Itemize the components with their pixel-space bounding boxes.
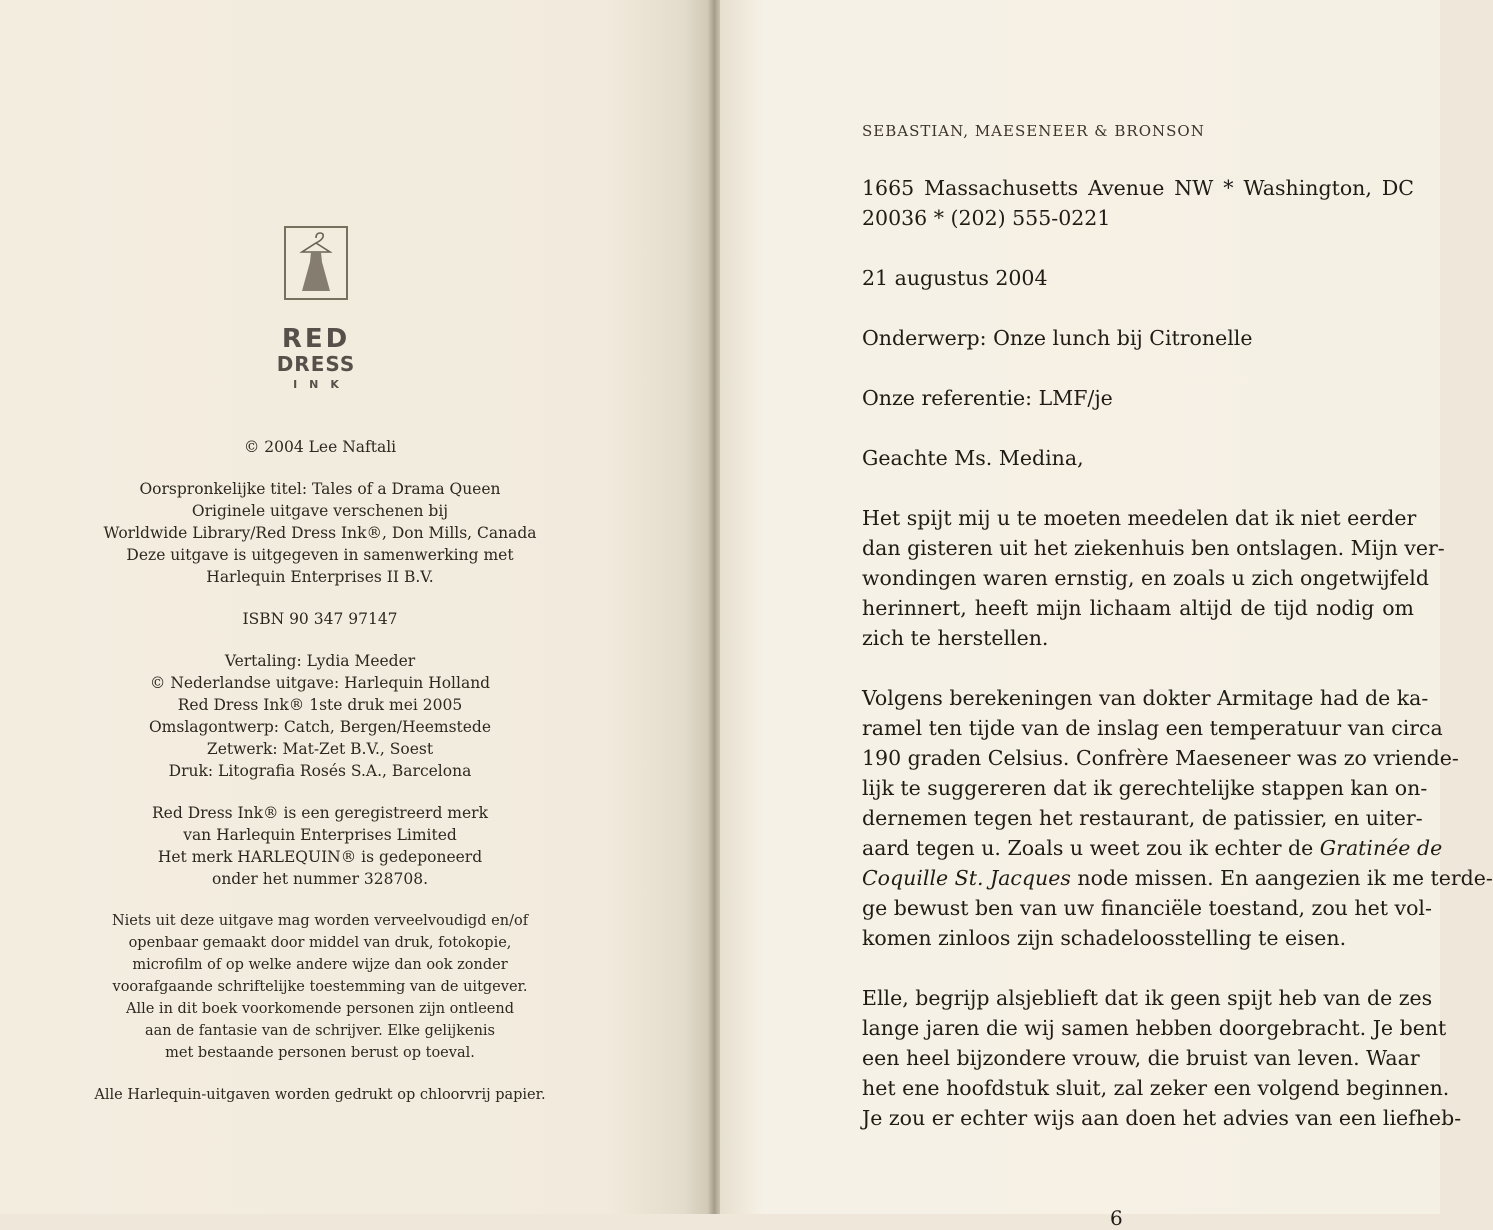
dress-on-hanger-icon [284, 226, 348, 300]
text-line: ramel ten tijde van de inslag een temperatuur van circa [862, 716, 1443, 740]
letter-subject: Onderwerp: Onze lunch bij Citronelle [862, 326, 1253, 350]
original-edition-block [40, 478, 600, 588]
letterhead-firm: SEBASTIAN, MAESENEER & BRONSON [862, 122, 1205, 140]
trademark-line: Het merk HARLEQUIN® is gedeponeerd [157, 848, 483, 866]
rights-line: microfilm of op welke andere wijze dan ook zonder [132, 957, 508, 973]
letterhead-address-line2: 20036 * (202) 555-0221 [862, 206, 1111, 230]
colophon [40, 436, 600, 1126]
text-line: 190 graden Celsius. Confrère Maeseneer was zo vriende- [862, 746, 1459, 770]
letter-reference: Onze referentie: LMF/je [862, 386, 1113, 410]
paper-note: Alle Harlequin-uitgaven worden gedrukt op chloorvrij papier. [94, 1087, 546, 1103]
rights-line: voorafgaande schriftelijke toestemming van de uitgever. [112, 979, 528, 995]
text-line: Je zou er echter wijs aan doen het advies van een liefheb- [862, 1106, 1462, 1130]
rights-line: met bestaande personen berust op toeval. [165, 1045, 475, 1061]
colophon-line: Oorspronkelijke titel: Tales of a Drama Queen [139, 480, 501, 498]
letter-paragraph-2 [862, 683, 1493, 953]
trademark-block [40, 802, 600, 890]
letter-salutation: Geachte Ms. Medina, [862, 446, 1084, 470]
text-line: Het spijt mij u te moeten meedelen dat ik niet eerder [862, 506, 1417, 530]
left-page [0, 0, 712, 1214]
text-line: het ene hoofdstuk sluit, zal zeker een volgend beginnen. [862, 1076, 1450, 1100]
credit-line: Vertaling: Lydia Meeder [224, 652, 416, 670]
text-fragment: aard tegen u. Zoals u weet zou ik echter de [862, 836, 1320, 860]
credit-line: Red Dress Ink® 1ste druk mei 2005 [177, 696, 463, 714]
credit-line: Omslagontwerp: Catch, Bergen/Heemstede [148, 718, 492, 736]
text-line: herinnert, heeft mijn lichaam altijd de tijd nodig om [862, 596, 1414, 620]
colophon-line: Worldwide Library/Red Dress Ink®, Don Mills, Canada [103, 524, 537, 542]
rights-line: aan de fantasie van de schrijver. Elke gelijkenis [145, 1023, 495, 1039]
text-line: Volgens berekeningen van dokter Armitage had de ka- [862, 686, 1429, 710]
trademark-line: van Harlequin Enterprises Limited [183, 826, 457, 844]
credit-line: Zetwerk: Mat-Zet B.V., Soest [206, 740, 434, 758]
colophon-line: Harlequin Enterprises II B.V. [206, 568, 434, 586]
credit-line: © Nederlandse uitgave: Harlequin Holland [149, 674, 491, 692]
isbn-line: ISBN 90 347 97147 [242, 610, 398, 628]
logo-dress: DRESS [276, 352, 356, 376]
rights-line: Alle in dit boek voorkomende personen zijn ontleend [126, 1001, 514, 1017]
letter [862, 118, 1493, 1163]
letter-date: 21 augustus 2004 [862, 266, 1048, 290]
rights-line: Niets uit deze uitgave mag worden verveelvoudigd en/of [111, 913, 529, 929]
colophon-line: Originele uitgave verschenen bij [191, 502, 449, 520]
text-line [862, 833, 1443, 863]
text-line [862, 863, 1493, 893]
rights-line: openbaar gemaakt door middel van druk, fotokopie, [128, 935, 512, 951]
text-fragment: node missen. En aangezien ik me terde- [1070, 866, 1493, 890]
colophon-line: Deze uitgave is uitgegeven in samenwerking met [126, 546, 514, 564]
dish-name-italic: Coquille St. Jacques [862, 866, 1071, 890]
trademark-line: onder het nummer 328708. [211, 870, 429, 888]
text-line: wondingen waren ernstig, en zoals u zich ongetwijfeld [862, 566, 1429, 590]
dish-name-italic: Gratinée de [1319, 836, 1443, 860]
text-line: komen zinloos zijn schadeloosstelling te eisen. [862, 926, 1347, 950]
rights-block [40, 910, 600, 1064]
letter-paragraph-3 [862, 983, 1462, 1133]
copyright-line: © 2004 Lee Naftali [243, 438, 397, 456]
page-number: 6 [1110, 1206, 1123, 1230]
credits-block [40, 650, 600, 782]
text-line: een heel bijzondere vrouw, die bruist van leven. Waar [862, 1046, 1420, 1070]
trademark-line: Red Dress Ink® is een geregistreerd merk [152, 804, 488, 822]
text-line: Elle, begrijp alsjeblieft dat ik geen spijt heb van de zes [862, 986, 1433, 1010]
text-line: dernemen tegen het restaurant, de patissier, en uiter- [862, 806, 1423, 830]
letterhead-address-line1: 1665 Massachusetts Avenue NW * Washington, DC [862, 176, 1414, 200]
text-line: zich te herstellen. [862, 626, 1049, 650]
text-line: lijk te suggereren dat ik gerechtelijke stappen kan on- [862, 776, 1428, 800]
credit-line: Druk: Litografia Rosés S.A., Barcelona [168, 762, 472, 780]
logo-red: RED [281, 324, 351, 354]
letter-paragraph-1 [862, 503, 1445, 653]
text-line: ge bewust ben van uw financiële toestand, zou het vol- [862, 896, 1432, 920]
text-line: dan gisteren uit het ziekenhuis ben ontslagen. Mijn ver- [862, 536, 1445, 560]
text-line: lange jaren die wij samen hebben doorgebracht. Je bent [862, 1016, 1447, 1040]
red-dress-ink-logo [0, 226, 632, 390]
logo-ink: INK [293, 378, 351, 391]
